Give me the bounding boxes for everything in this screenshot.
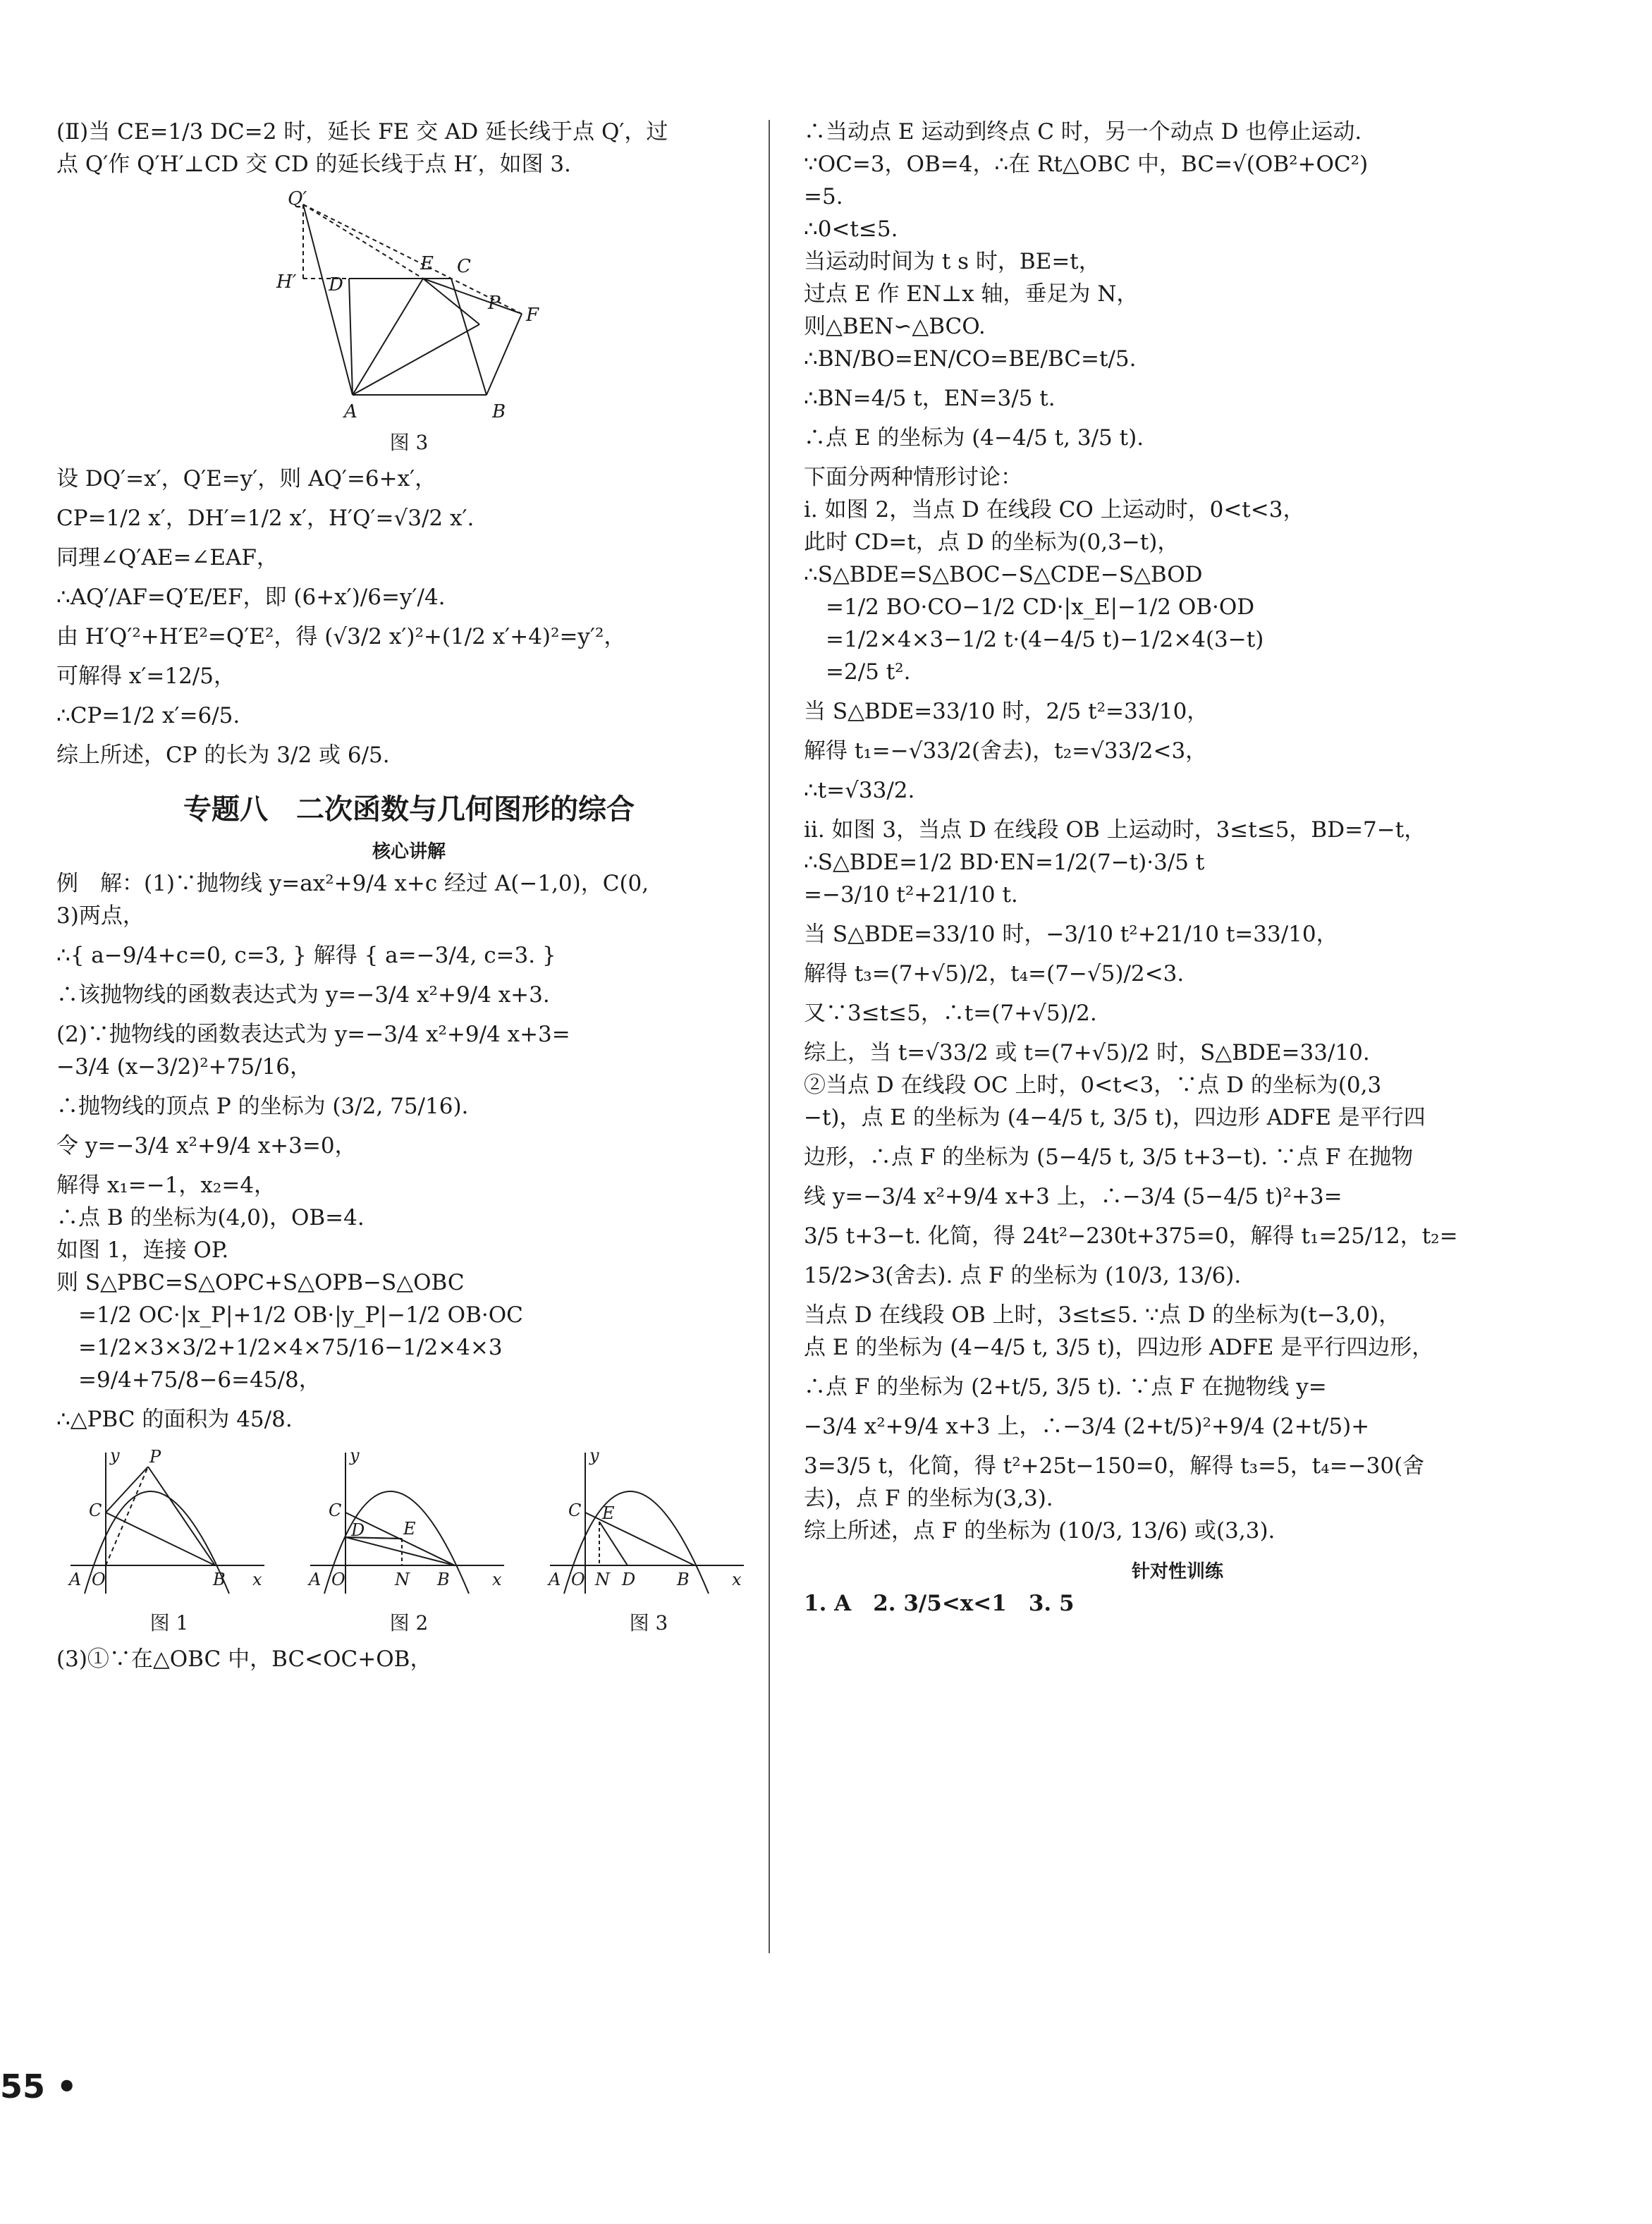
paragraph: 可解得 x′=12/5， [56, 664, 235, 689]
label-E: E [420, 253, 434, 274]
label-C: C [329, 1501, 342, 1520]
paragraph: =1/2×4×3−1/2 t·(4−4/5 t)−1/2×4(3−t) [804, 627, 1264, 652]
label-y: y [589, 1446, 599, 1465]
paragraph: 线 y=−3/4 x²+9/4 x+3 上，∴−3/4 (5−4/5 t)²+3= [804, 1184, 1342, 1209]
label-D: D [622, 1570, 636, 1589]
label-A: A [309, 1570, 322, 1589]
paragraph: (3)①∵在△OBC 中，BC<OC+OB， [56, 1646, 432, 1672]
paragraph: 当 S△BDE=33/10 时，−3/10 t²+21/10 t=33/10， [804, 922, 1338, 947]
paragraph: ⅰ. 如图 2，当点 D 在线段 CO 上运动时，0<t<3， [804, 497, 1305, 523]
paragraph: (Ⅱ)当 CE=1/3 DC=2 时，延长 FE 交 AD 延长线于点 Q′，过 [56, 119, 668, 145]
paragraph: ∴点 B 的坐标为(4,0)，OB=4. [56, 1205, 365, 1230]
paragraph: ②当点 D 在线段 OC 上时，0<t<3，∵点 D 的坐标为(0,3 [804, 1073, 1382, 1098]
figure-1 [56, 1446, 282, 1646]
paragraph: 3)两点， [56, 903, 145, 929]
left-column [56, 118, 761, 1685]
paragraph: 3/5 t+3−t. 化简，得 24t²−230t+375=0，解得 t₁=25/12，t₂= [804, 1223, 1458, 1249]
label-N: N [395, 1570, 410, 1589]
paragraph: ∴CP=1/2 x′=6/5. [56, 703, 240, 728]
paragraph: =1/2 BO·CO−1/2 CD·|x_E|−1/2 OB·OD [804, 594, 1255, 620]
label-B: B [213, 1570, 226, 1589]
paragraph: ∴△PBC 的面积为 45/8. [56, 1407, 293, 1432]
figure-caption: 图 1 [149, 1611, 189, 1635]
figure-3b [536, 1446, 761, 1646]
paragraph: 解得 t₃=(7+√5)/2，t₄=(7−√5)/2<3. [804, 961, 1185, 986]
paragraph: 例 解：(1)∵抛物线 y=ax²+9/4 x+c 经过 A(−1,0)，C(0, [56, 871, 649, 896]
section-title: 核心讲解 [372, 841, 446, 862]
label-A: A [549, 1570, 561, 1589]
paragraph: 综上，当 t=√33/2 或 t=(7+√5)/2 时，S△BDE=33/10. [804, 1040, 1370, 1065]
paragraph: 则 S△PBC=S△OPC+S△OPB−S△OBC [56, 1270, 465, 1295]
paragraph: ∵OC=3，OB=4，∴在 Rt△OBC 中，BC=√(OB²+OC²) [804, 152, 1369, 177]
paragraph: 点 E 的坐标为 (4−4/5 t, 3/5 t)，四边形 ADFE 是平行四边形， [804, 1335, 1434, 1360]
paragraph: 点 Q′作 Q′H′⊥CD 交 CD 的延长线于点 H′，如图 3. [56, 152, 571, 177]
figure-1-graph [63, 1446, 275, 1601]
figure-caption: 图 3 [389, 431, 429, 454]
paragraph: 下面分两种情形讨论： [804, 465, 1022, 490]
label-B: B [437, 1570, 450, 1589]
figure-2-graph [303, 1446, 515, 1601]
paragraph: ∴t=√33/2. [804, 778, 915, 803]
paragraph: ∴抛物线的顶点 P 的坐标为 (3/2, 75/16). [56, 1094, 469, 1119]
right-column [804, 118, 1551, 1630]
label-D: D [329, 274, 343, 295]
paragraph: =5. [804, 184, 843, 209]
label-C: C [568, 1501, 582, 1520]
paragraph: 此时 CD=t，点 D 的坐标为(0,3−t)， [804, 530, 1180, 555]
figure-2 [296, 1446, 522, 1646]
paragraph: =−3/10 t²+21/10 t. [804, 882, 1018, 908]
paragraph: 去)，点 F 的坐标为(3,3). [804, 1486, 1053, 1511]
label-O: O [571, 1570, 585, 1589]
paragraph: 如图 1，连接 OP. [56, 1238, 229, 1263]
paragraph: 综上所述，CP 的长为 3/2 或 6/5. [56, 743, 390, 768]
paragraph: =9/4+75/8−6=45/8， [56, 1367, 321, 1393]
paragraph: 边形，∴点 F 的坐标为 (5−4/5 t, 3/5 t+3−t). ∵点 F 在抛物 [804, 1144, 1414, 1170]
label-O: O [92, 1570, 106, 1589]
paragraph: ⅱ. 如图 3，当点 D 在线段 OB 上运动时，3≤t≤5，BD=7−t， [804, 817, 1426, 843]
label-Q-prime: Q′ [288, 190, 307, 209]
paragraph: 设 DQ′=x′，Q′E=y′，则 AQ′=6+x′， [56, 466, 437, 491]
label-O: O [331, 1570, 345, 1589]
paragraph: 则△BEN∽△BCO. [804, 314, 986, 339]
paragraph: −t)，点 E 的坐标为 (4−4/5 t, 3/5 t)，四边形 ADFE 是平行四 [804, 1105, 1426, 1130]
paragraph: ∴BN/BO=EN/CO=BE/BC=t/5. [804, 346, 1137, 372]
label-C: C [89, 1501, 102, 1520]
paragraph: 由 H′Q′²+H′E²=Q′E²，得 (√3/2 x′)²+(1/2 x′+4)²=y′²， [56, 624, 626, 649]
label-F: F [526, 305, 539, 326]
paragraph: −3/4 (x−3/2)²+75/16， [56, 1054, 312, 1080]
label-y: y [350, 1446, 360, 1465]
figure-caption: 图 3 [629, 1611, 668, 1635]
column-divider [769, 120, 770, 1953]
paragraph: =2/5 t². [804, 659, 911, 685]
label-D: D [351, 1520, 365, 1540]
label-B: B [492, 401, 506, 422]
paragraph: ∴点 E 的坐标为 (4−4/5 t, 3/5 t). [804, 425, 1144, 451]
paragraph: 3=3/5 t，化简，得 t²+25t−150=0，解得 t₃=5，t₄=−30(舍 [804, 1453, 1425, 1479]
label-x: x [492, 1570, 502, 1589]
figure-3-geometry [254, 190, 564, 423]
label-H-prime: H′ [276, 271, 297, 293]
label-B: B [677, 1570, 690, 1589]
paragraph: 同理∠Q′AE=∠EAF， [56, 545, 279, 570]
paragraph: 过点 E 作 EN⊥x 轴，垂足为 N， [804, 281, 1139, 307]
label-N: N [595, 1570, 610, 1589]
label-x: x [252, 1570, 262, 1589]
training-title: 针对性训练 [1131, 1561, 1223, 1582]
paragraph: ∴点 F 的坐标为 (2+t/5, 3/5 t). ∵点 F 在抛物线 y= [804, 1374, 1327, 1400]
figure-3b-graph [543, 1446, 754, 1601]
paragraph: ∴AQ′/AF=Q′E/EF，即 (6+x′)/6=y′/4. [56, 585, 446, 610]
paragraph: =1/2×3×3/2+1/2×4×75/16−1/2×4×3 [56, 1335, 503, 1360]
paragraph: 令 y=−3/4 x²+9/4 x+3=0， [56, 1133, 357, 1159]
figure-caption: 图 2 [389, 1611, 429, 1635]
paragraph: 又∵3≤t≤5，∴t=(7+√5)/2. [804, 1001, 1097, 1026]
label-x: x [732, 1570, 742, 1589]
paragraph: 综上所述，点 F 的坐标为 (10/3, 13/6) 或(3,3). [804, 1518, 1275, 1544]
paragraph: =1/2 OC·|x_P|+1/2 OB·|y_P|−1/2 OB·OC [56, 1302, 523, 1328]
paragraph: ∴{ a−9/4+c=0, c=3, } 解得 { a=−3/4, c=3. } [56, 943, 556, 968]
paragraph: ∴S△BDE=S△BOC−S△CDE−S△BOD [804, 562, 1203, 587]
label-A: A [69, 1570, 82, 1589]
label-A: A [344, 401, 357, 422]
paragraph: 当 S△BDE=33/10 时，2/5 t²=33/10， [804, 699, 1209, 724]
paragraph: ∴该抛物线的函数表达式为 y=−3/4 x²+9/4 x+3. [56, 982, 550, 1008]
label-P: P [488, 293, 501, 314]
answers-line: 1. A 2. 3/5<x<1 3. 5 [804, 1591, 1075, 1616]
paragraph: CP=1/2 x′，DH′=1/2 x′，H′Q′=√3/2 x′. [56, 506, 475, 531]
label-C: C [457, 256, 471, 277]
paragraph: 当点 D 在线段 OB 上时，3≤t≤5. ∵点 D 的坐标为(t−3,0)， [804, 1302, 1401, 1328]
paragraph: ∴当动点 E 运动到终点 C 时，另一个动点 D 也停止运动. [804, 119, 1362, 145]
paragraph: 解得 t₁=−√33/2(舍去)，t₂=√33/2<3， [804, 738, 1208, 764]
label-y: y [110, 1446, 120, 1465]
paragraph: (2)∵抛物线的函数表达式为 y=−3/4 x²+9/4 x+3= [56, 1022, 570, 1047]
paragraph: ∴S△BDE=1/2 BD·EN=1/2(7−t)·3/5 t [804, 850, 1205, 875]
paragraph: 当运动时间为 t s 时，BE=t， [804, 249, 1101, 274]
paragraph: −3/4 x²+9/4 x+3 上，∴−3/4 (2+t/5)²+9/4 (2+t/5)+ [804, 1414, 1370, 1439]
page-number: 55 • [0, 2067, 78, 2106]
paragraph: 解得 x₁=−1，x₂=4， [56, 1173, 276, 1198]
label-P: P [149, 1447, 161, 1467]
topic-title: 专题八 二次函数与几何图形的综合 [183, 793, 635, 826]
label-E: E [602, 1503, 615, 1523]
paragraph: 15/2>3(舍去). 点 F 的坐标为 (10/3, 13/6). [804, 1263, 1242, 1288]
paragraph: ∴BN=4/5 t，EN=3/5 t. [804, 386, 1056, 411]
label-E: E [403, 1519, 416, 1539]
figure-row [56, 1446, 761, 1646]
paragraph: ∴0<t≤5. [804, 216, 898, 242]
